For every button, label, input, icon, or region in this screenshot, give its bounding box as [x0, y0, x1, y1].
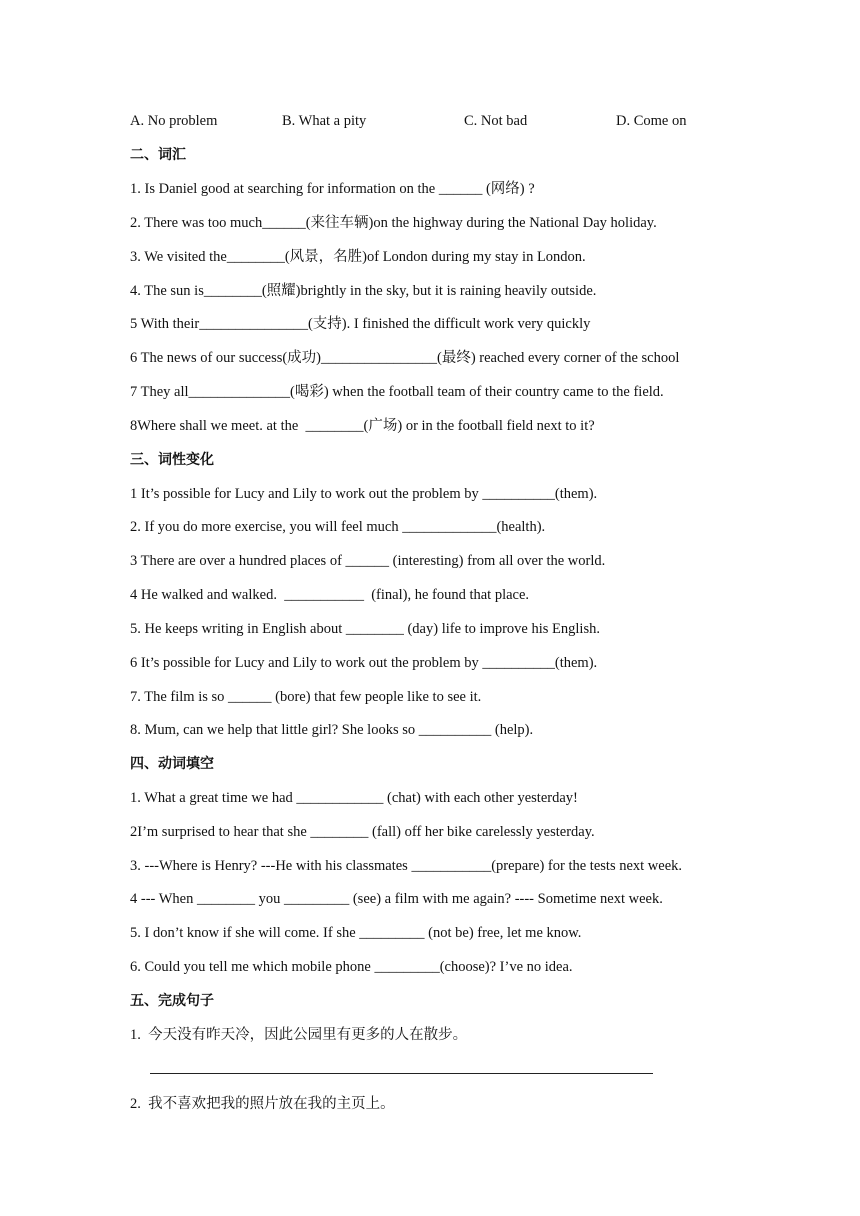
word-form-item-8: 8. Mum, can we help that little girl? She looks so __________ (help).: [130, 722, 534, 738]
section-heading-complete-sentences: 五、完成句子: [130, 993, 214, 1009]
sentence-item-1: 1. 今天没有昨天冷，因此公园里有更多的人在散步。: [130, 1027, 468, 1043]
verb-item-6: 6. Could you tell me which mobile phone _________(choose)? I’ve no idea.: [130, 959, 573, 975]
word-form-item-6: 6 It’s possible for Lucy and Lily to work out the problem by __________(them).: [130, 655, 598, 671]
section-heading-vocabulary: 二、词汇: [130, 147, 186, 163]
answer-blank-line[interactable]: [150, 1073, 653, 1074]
word-form-item-4: 4 He walked and walked. ___________ (final), he found that place.: [130, 587, 530, 603]
vocab-item-6: 6 The news of our success(成功)________________(最终) reached every corner of the school: [130, 350, 680, 366]
word-form-item-3: 3 There are over a hundred places of ______ (interesting) from all over the world.: [130, 553, 606, 569]
word-form-item-2: 2. If you do more exercise, you will feel much _____________(health).: [130, 519, 546, 535]
vocab-item-1: 1. Is Daniel good at searching for information on the ______ (网络) ?: [130, 181, 535, 197]
verb-item-2: 2I’m surprised to hear that she ________ (fall) off her bike carelessly yesterday.: [130, 824, 595, 840]
word-form-item-5: 5. He keeps writing in English about ________ (day) life to improve his English.: [130, 621, 600, 637]
verb-item-1: 1. What a great time we had ____________ (chat) with each other yesterday!: [130, 790, 578, 806]
word-form-item-1: 1 It’s possible for Lucy and Lily to work out the problem by __________(them).: [130, 486, 598, 502]
verb-item-4: 4 --- When ________ you _________ (see) a film with me again? ---- Sometime next week.: [130, 891, 663, 907]
section-heading-verb-fill: 四、动词填空: [130, 756, 214, 772]
vocab-item-2: 2. There was too much______(来往车辆)on the highway during the National Day holiday.: [130, 215, 657, 231]
vocab-item-8: 8Where shall we meet. at the ________(广场) or in the football field next to it?: [130, 418, 595, 434]
option-d: D. Come on: [616, 113, 687, 129]
option-c: C. Not bad: [464, 113, 528, 129]
option-a: A. No problem: [130, 113, 218, 129]
verb-item-3: 3. ---Where is Henry? ---He with his classmates ___________(prepare) for the tests next week.: [130, 858, 683, 874]
option-b: B. What a pity: [282, 113, 367, 129]
word-form-item-7: 7. The film is so ______ (bore) that few people like to see it.: [130, 689, 482, 705]
vocab-item-7: 7 They all______________(喝彩) when the football team of their country came to the field.: [130, 384, 664, 400]
vocab-item-3: 3. We visited the________(风景，名胜)of London during my stay in London.: [130, 249, 586, 265]
vocab-item-5: 5 With their_______________(支持). I finished the difficult work very quickly: [130, 316, 591, 332]
vocab-item-4: 4. The sun is________(照耀)brightly in the sky, but it is raining heavily outside.: [130, 283, 597, 299]
sentence-item-2: 2. 我不喜欢把我的照片放在我的主页上。: [130, 1096, 395, 1112]
section-heading-word-forms: 三、词性变化: [130, 452, 214, 468]
verb-item-5: 5. I don’t know if she will come. If she _________ (not be) free, let me know.: [130, 925, 582, 941]
answer-options: [0, 0, 860, 129]
